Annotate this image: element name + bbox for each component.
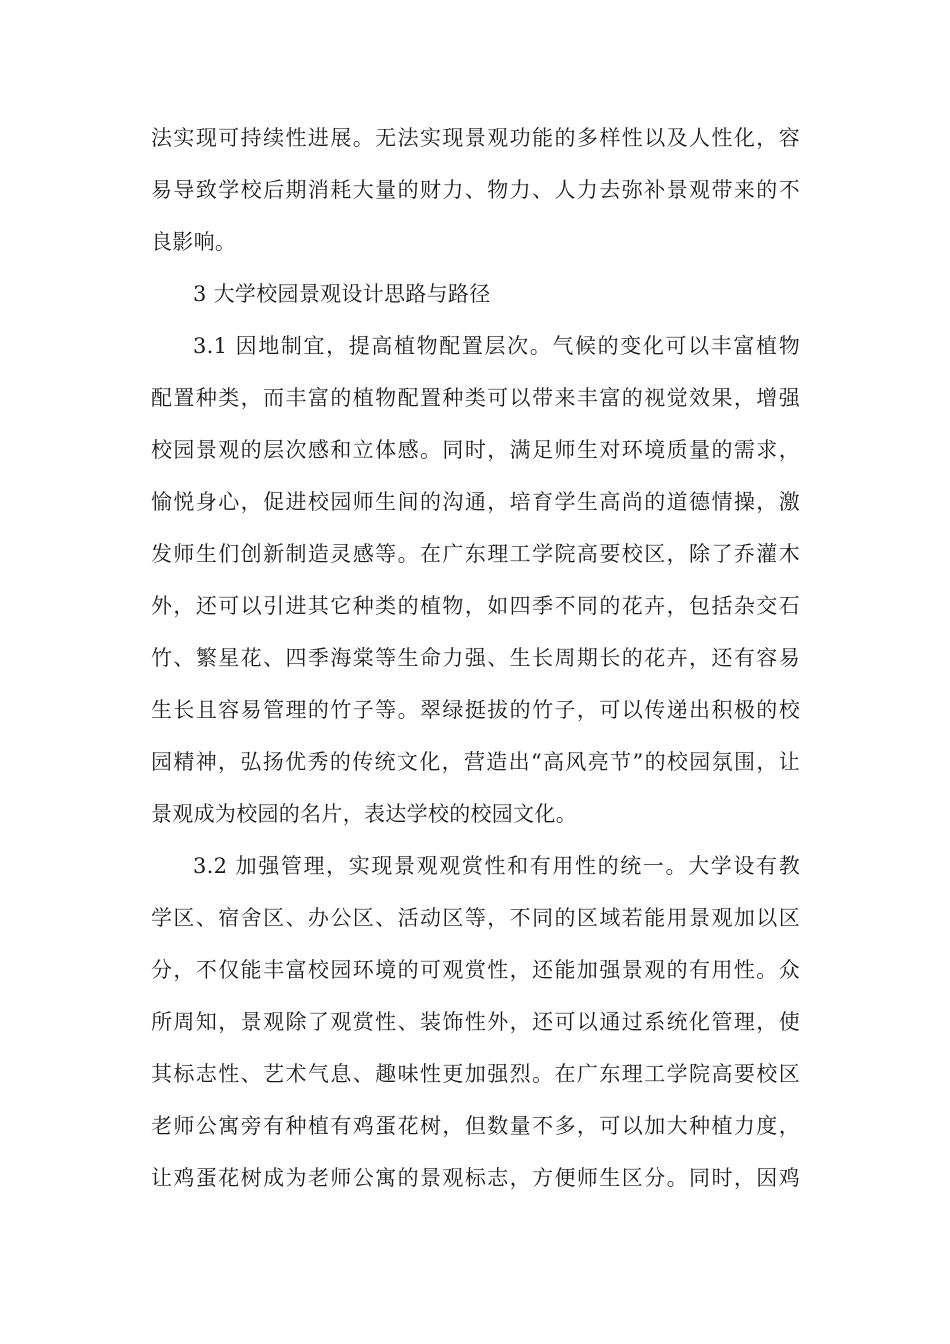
text-line: 其标志性、艺术气息、趣味性更加强烈。在广东理工学院高要校区	[151, 1062, 800, 1086]
text-line: 良影响。	[151, 230, 237, 254]
text-line: 发师生们创新制造灵感等。在广东理工学院高要校区，除了乔灌木	[151, 542, 800, 566]
section-heading: 3 大学校园景观设计思路与路径	[193, 282, 491, 306]
paragraph-heading: 3.2 加强管理，实现景观观赏性和有用性的统一。大学设有教	[193, 854, 800, 878]
text-line: 老师公寓旁有种植有鸡蛋花树，但数量不多，可以加大种植力度，	[151, 1114, 800, 1138]
text-line: 法实现可持续性进展。无法实现景观功能的多样性以及人性化，容	[151, 126, 800, 150]
text-line: 所周知，景观除了观赏性、装饰性外，还可以通过系统化管理，使	[151, 1010, 800, 1034]
text-line: 配置种类，而丰富的植物配置种类可以带来丰富的视觉效果，增强	[151, 386, 800, 410]
text-line: 易导致学校后期消耗大量的财力、物力、人力去弥补景观带来的不	[151, 178, 800, 202]
text-line: 分，不仅能丰富校园环境的可观赏性，还能加强景观的有用性。众	[151, 958, 800, 982]
text-line: 学区、宿舍区、办公区、活动区等，不同的区域若能用景观加以区	[151, 906, 800, 930]
text-line: 外，还可以引进其它种类的植物，如四季不同的花卉，包括杂交石	[151, 594, 800, 618]
text-line: 愉悦身心，促进校园师生间的沟通，培育学生高尚的道德情操，激	[151, 490, 800, 514]
text-line: 景观成为校园的名片，表达学校的校园文化。	[151, 802, 577, 826]
text-line: 竹、繁星花、四季海棠等生命力强、生长周期长的花卉，还有容易	[151, 646, 800, 670]
text-line: 园精神，弘扬优秀的传统文化，营造出“高风亮节”的校园氛围，让	[151, 750, 800, 774]
paragraph-heading: 3.1 因地制宜，提高植物配置层次。气候的变化可以丰富植物	[193, 334, 800, 358]
text-line: 生长且容易管理的竹子等。翠绿挺拔的竹子，可以传递出积极的校	[151, 698, 800, 722]
text-line: 让鸡蛋花树成为老师公寓的景观标志，方便师生区分。同时，因鸡	[151, 1166, 800, 1190]
text-line: 校园景观的层次感和立体感。同时，满足师生对环境质量的需求，	[151, 438, 800, 462]
